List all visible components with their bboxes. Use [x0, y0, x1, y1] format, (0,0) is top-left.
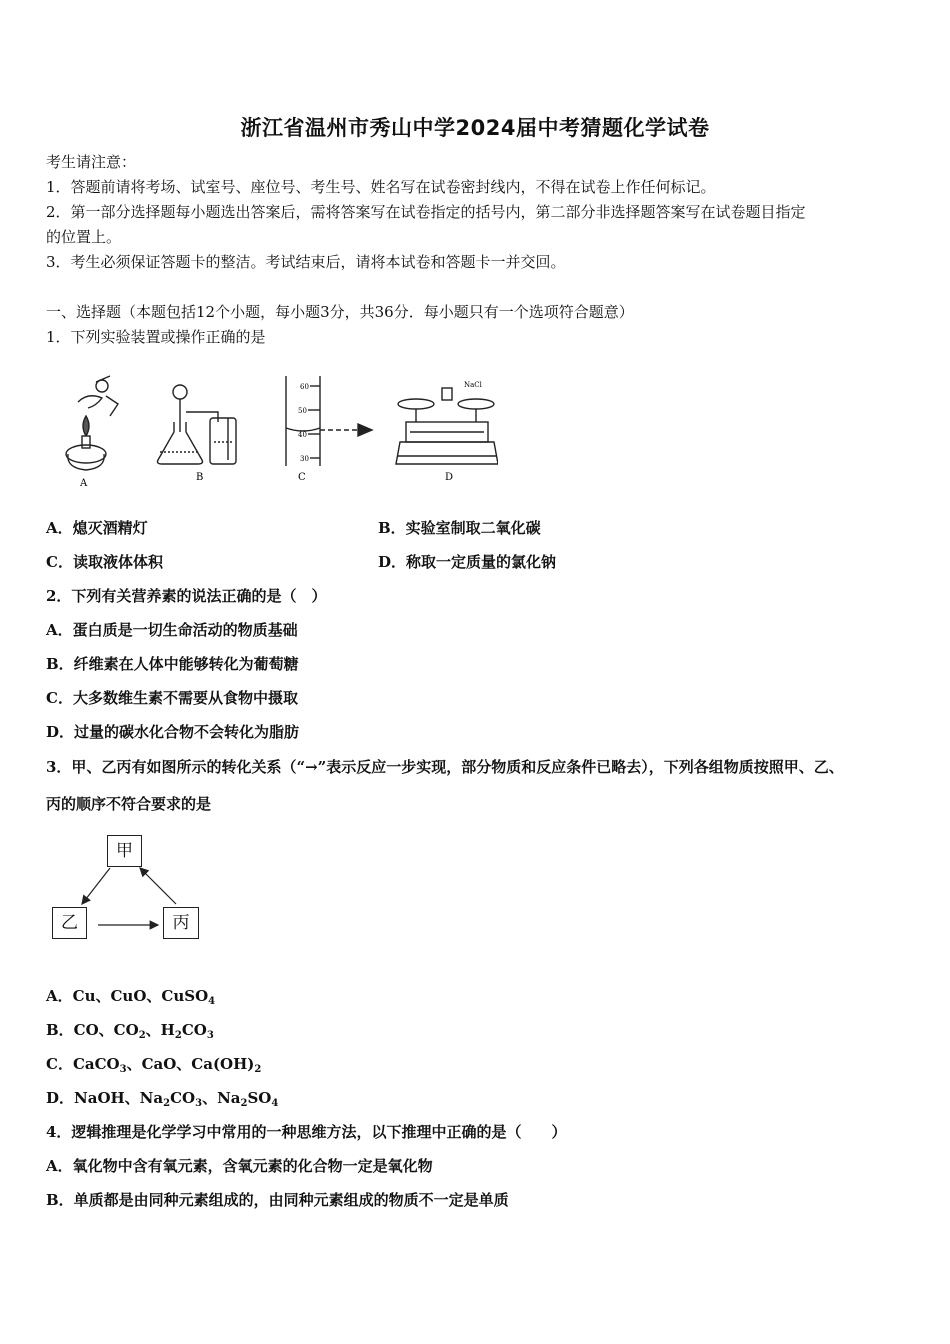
tick-30: 30: [300, 455, 309, 463]
q3-diagram-arrows: [50, 830, 210, 950]
co2-setup-figure: [158, 385, 237, 464]
q3-option-a: A．Cu、CuO、CuSO$_4$: [46, 987, 216, 1007]
tick-40: 40: [298, 431, 307, 439]
q2-stem: 2．下列有关营养素的说法正确的是（ ）: [46, 587, 327, 605]
balance-figure: [396, 388, 498, 464]
diagram-box-bing: 丙: [163, 907, 199, 939]
q3-option-b: B．CO、$CO_2$、$H_2CO_3$: [46, 1021, 214, 1041]
diagram-box-yi: 乙: [52, 907, 87, 939]
q3-option-d: D．NaOH、$Na_2CO_3$、$Na_2SO_4$: [46, 1089, 279, 1109]
figure-label-a: A: [80, 478, 88, 489]
q4-stem: 4．逻辑推理是化学学习中常用的一种思维方法，以下推理中正确的是（ ）: [46, 1123, 567, 1141]
q1-option-c: C．读取液体体积: [46, 553, 163, 571]
q4-option-b: B．单质都是由同种元素组成的，由同种元素组成的物质不一定是单质: [46, 1191, 509, 1209]
figure-label-b: B: [196, 472, 204, 483]
q1-option-a: A．熄灭酒精灯: [46, 519, 148, 537]
notice-heading: 考生请注意：: [46, 153, 137, 171]
q3-option-c: C．CaCO$_3$、CaO、$Ca(OH)_2$: [46, 1055, 262, 1075]
q2-option-a: A．蛋白质是一切生命活动的物质基础: [46, 621, 298, 639]
arrow-jia-to-yi: [82, 868, 110, 904]
q1-apparatus-figure: [58, 372, 498, 492]
q4-option-a: A．氧化物中含有氧元素，含氧元素的化合物一定是氧化物: [46, 1157, 433, 1175]
notice-item-1: 1．答题前请将考场、试室号、座位号、考生号、姓名写在试卷密封线内，不得在试卷上作任何标记。: [46, 178, 716, 196]
alcohol-lamp-figure: [66, 376, 118, 470]
arrow-bing-to-jia: [140, 868, 176, 904]
q2-option-d: D．过量的碳水化合物不会转化为脂肪: [46, 723, 300, 741]
figure-label-c: C: [298, 472, 306, 483]
section-heading: 一、选择题（本题包括12个小题，每小题3分，共36分．每小题只有一个选项符合题意）: [46, 303, 634, 321]
q1-option-b: B．实验室制取二氧化碳: [378, 519, 541, 537]
q2-option-c: C．大多数维生素不需要从食物中摄取: [46, 689, 298, 707]
tick-50: 50: [298, 407, 307, 415]
q1-option-d: D．称取一定质量的氯化钠: [378, 553, 557, 571]
graduated-cylinder-figure: [286, 376, 372, 466]
q1-stem: 1．下列实验装置或操作正确的是: [46, 328, 266, 346]
figure-label-d: D: [445, 472, 454, 483]
q3-stem-line1: 3．甲、乙丙有如图所示的转化关系（“→”表示反应一步实现，部分物质和反应条件已略去），下列各组物质按照甲、乙、: [46, 758, 844, 776]
q3-stem-line2: 丙的顺序不符合要求的是: [46, 795, 212, 813]
nacl-label: NaCl: [464, 381, 482, 389]
notice-item-3: 3．考生必须保证答题卡的整洁。考试结束后，请将本试卷和答题卡一并交回。: [46, 253, 566, 271]
tick-60: 60: [300, 383, 309, 391]
diagram-box-jia: 甲: [107, 835, 142, 867]
notice-item-2-cont: 的位置上。: [46, 228, 122, 246]
notice-item-2: 2．第一部分选择题每小题选出答案后，需将答案写在试卷指定的括号内，第二部分非选择题答案写在试卷题目指定: [46, 203, 806, 221]
exam-title: 浙江省温州市秀山中学2024届中考猜题化学试卷: [240, 116, 710, 140]
q2-option-b: B．纤维素在人体中能够转化为葡萄糖: [46, 655, 299, 673]
